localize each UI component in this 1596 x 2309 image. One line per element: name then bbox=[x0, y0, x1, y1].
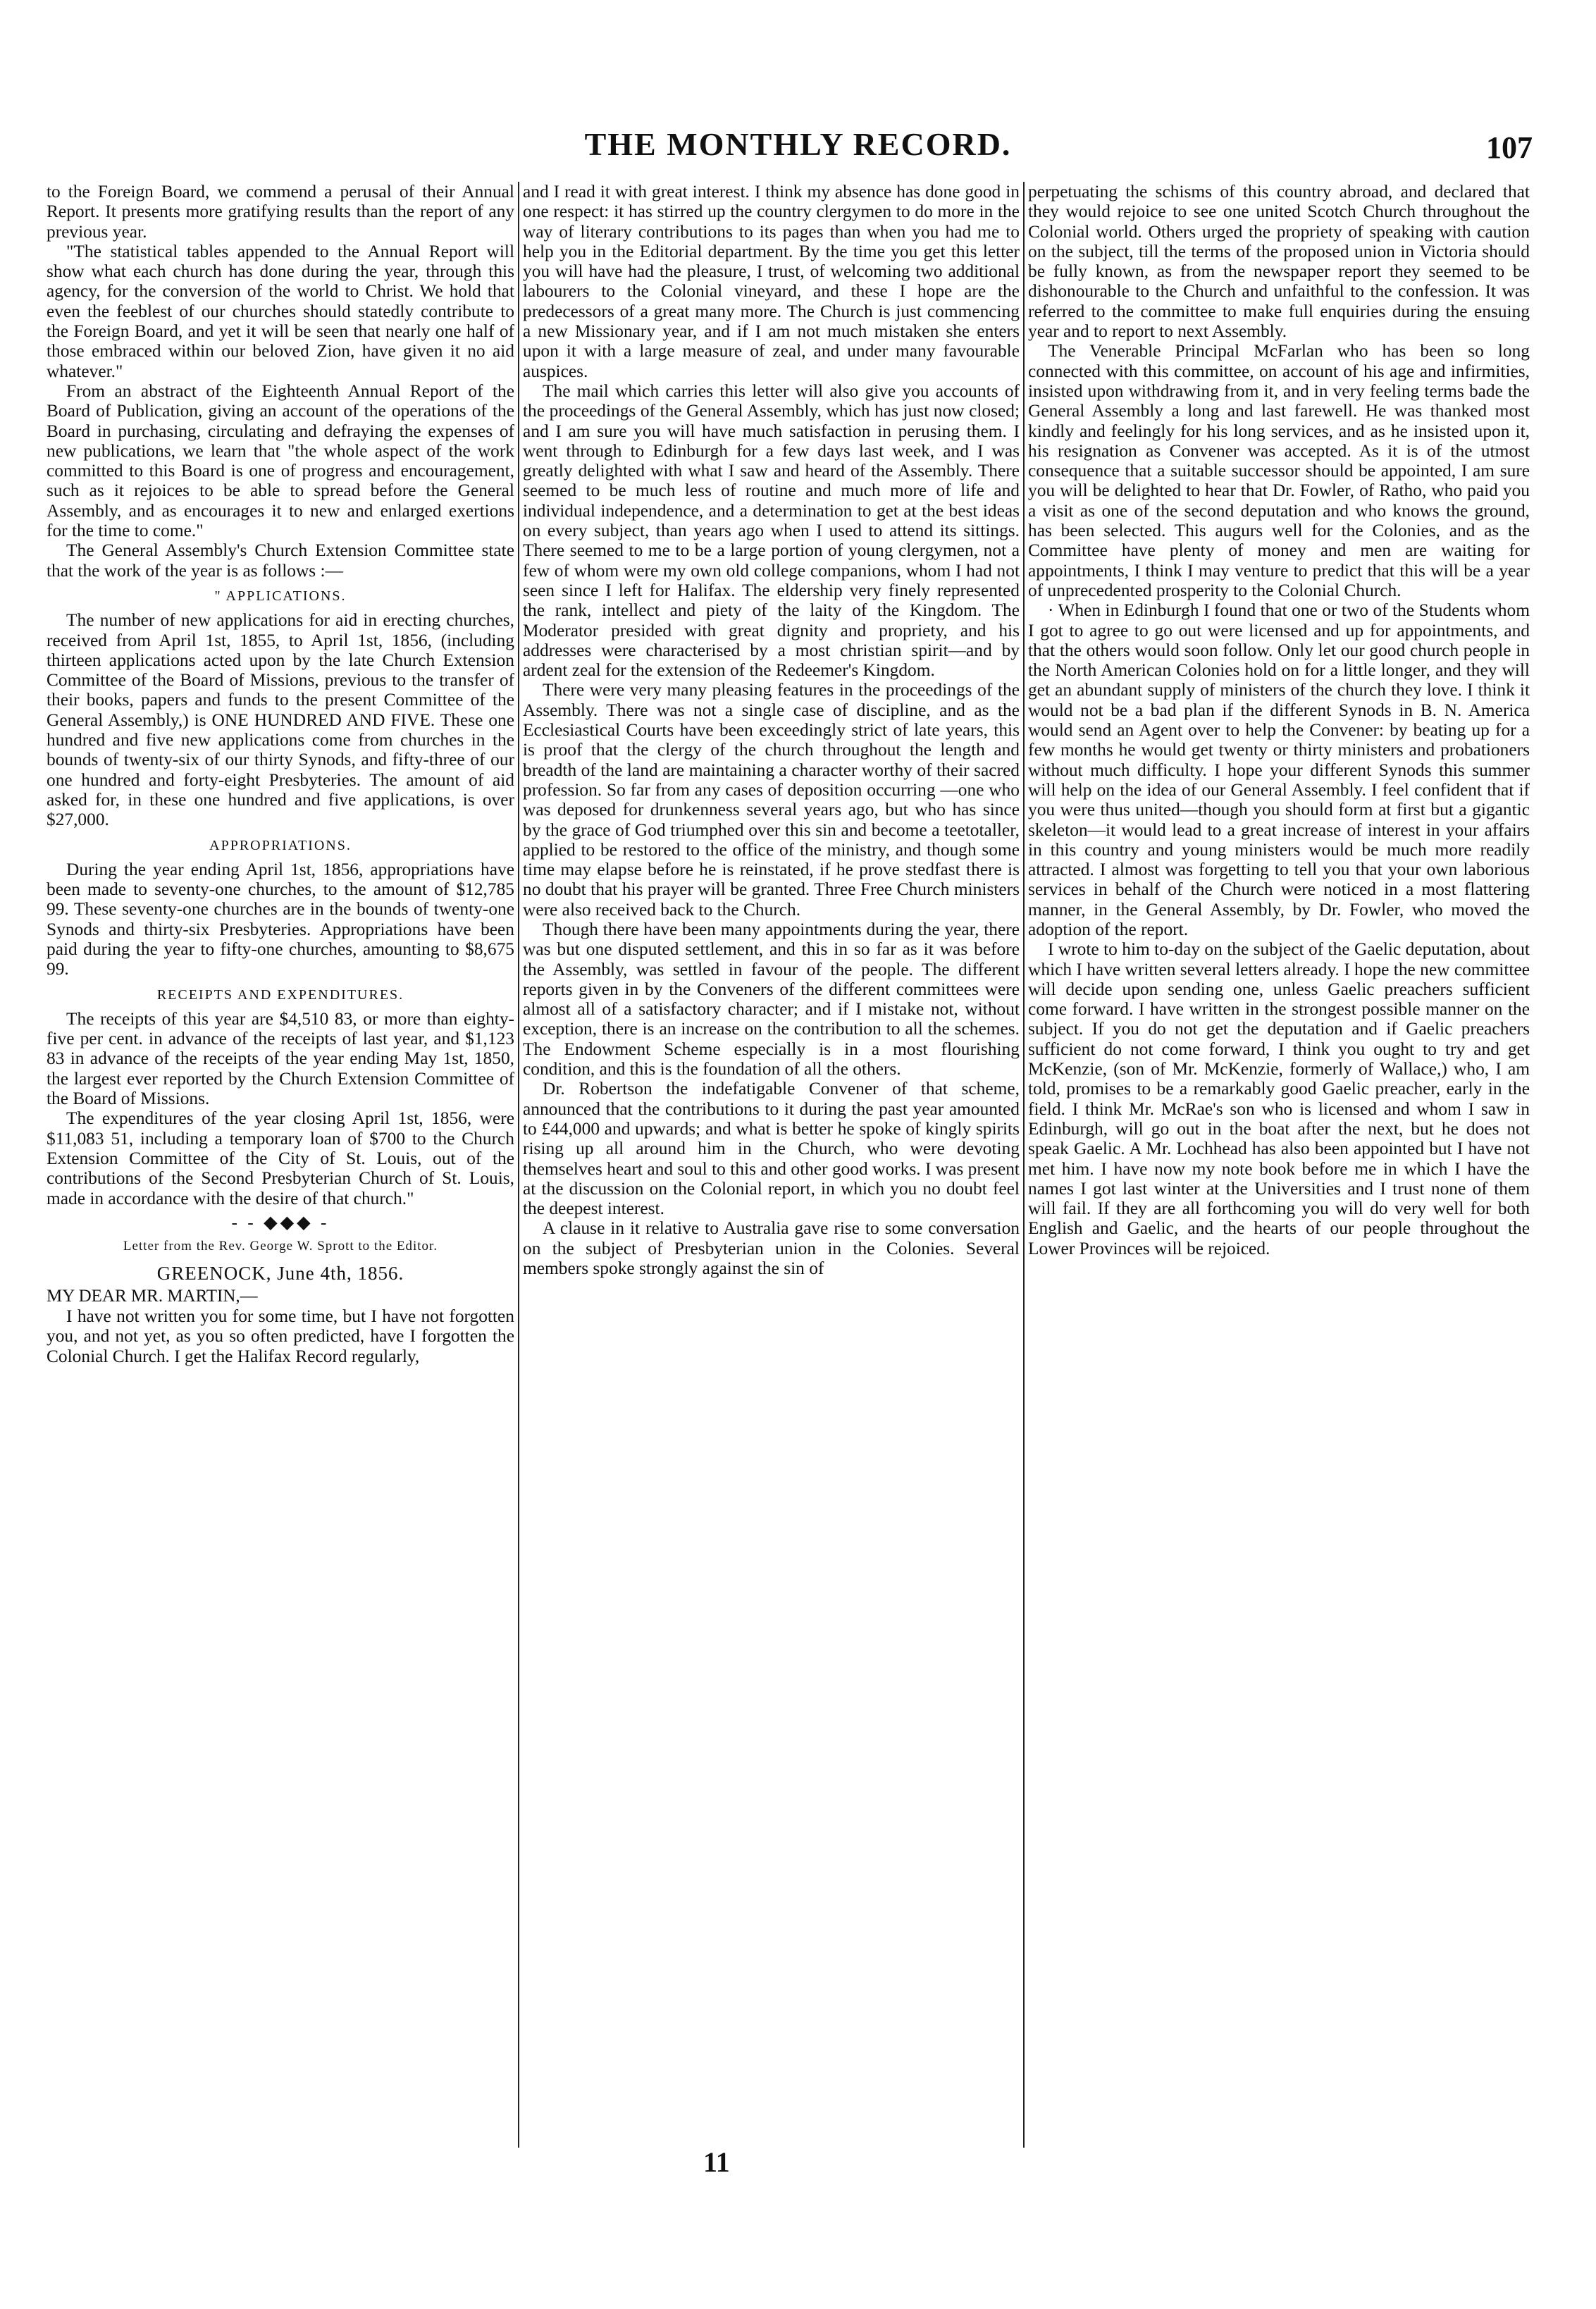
paragraph: · When in Edinburgh I found that one or two of the Students whom I got to agree to go out were licensed and up for appointments, and that the others would soon follow. Only let our good church people in the North American Colonies hold on for a little longer, and they will get an abundant supply of ministers of the church they love. I think it would not be a bad plan if the different Synods in B. N. America would send an Agent over to help the Convener: by beating up for a few months he would get twenty or thirty ministers and probationers without much difficulty. I hope your different Synods this summer will help on the idea of our General Assembly. I feel confident that if you were thus united—though you should form at first but a gigantic skeleton—it would lead to a great increase of interest in your affairs in this country and young ministers would be much more readily attracted. I almost was forgetting to tell you that your own laborious services in behalf of the Church were noticed in a most flattering manner, in the General Assembly, by Dr. Fowler, who moved the adoption of the report. bbox=[1028, 600, 1530, 939]
paragraph: The mail which carries this letter will also give you accounts of the proceedings of the General Assembly, which has just now closed; and I am sure you will have much satisfaction in perusing them. I went through to Edinburgh for a few days last week, and I was greatly delighted with what I saw and heard of the Assembly. There seemed to be much less of routine and much more of life and individual independence, and a determination to get at the best ideas on every subject, than years ago when I used to attend its sittings. There seemed to me to be a large portion of young clergymen, not a few of whom were my own old college companions, whom I had not seen since I left for Halifax. The eldership very finely represented the rank, intellect and piety of the laity of the Kingdom. The Moderator presided with great dignity and propriety, and his addresses were characterised by a most christian spirit—and by ardent zeal for the extension of the Redeemer's Kingdom. bbox=[523, 380, 1020, 681]
paragraph: From an abstract of the Eighteenth Annual Report of the Board of Publication, giving an account of the operations of the Board in purchasing, circulating and defraying the expenses of new publications, we learn that "the whole aspect of the work committed to this Board is one of progress and encouragement, such as it rejoices to be able to spread before the General Assembly, and as encourages it to new and enlarged exertions for the time to come." bbox=[47, 380, 514, 541]
signature-mark: 11 bbox=[703, 2146, 730, 2178]
paragraph: There were very many pleasing features in the proceedings of the Assembly. There was not a single case of discipline, and as the Ecclesiastical Courts have been exceedingly strict of late years, this is proof that the clergy of the church throughout the length and breadth of the land are maintaining a character worthy of their sacred profession. So far from any cases of deposition occurring —one who was deposed for drunkenness several years ago, but who has since by the grace of God triumphed over this sin and become a teetotaller, applied to be restored to the office of the ministry, and though some time may elapse before he is reinstated, if he prove stedfast there is no doubt that his prayer will be granted. Three Free Church ministers were also received back to the Church. bbox=[523, 680, 1020, 920]
paragraph: perpetuating the schisms of this country abroad, and declared that they would rejoice to see one united Scotch Church throughout the Colonial world. Others urged the propriety of speaking with caution on the subject, till the terms of the proposed union in Victoria should be fully known, as from the newspaper report they seemed to be dishonourable to the Church and unfaithful to the confession. It was referred to the committee to make full enquiries during the ensuing year and to report to next Assembly. bbox=[1028, 182, 1530, 342]
section-heading: RECEIPTS AND EXPENDITURES. bbox=[156, 986, 404, 1003]
column-divider bbox=[518, 182, 519, 2148]
paragraph: The receipts of this year are $4,510 83, or more than eighty-five per cent. in advance of the receipts of last year, and $1,123 83 in advance of the receipts of the year ending May 1st, 1850, the largest ever reported by the Church Extension Committee of the Board of Missions. bbox=[47, 1008, 514, 1109]
salutation: MY DEAR MR. MARTIN,— bbox=[47, 1286, 258, 1306]
paragraph: and I read it with great interest. I think my absence has done good in one respect: it has stirred up the country clergymen to do more in the way of literary contributions to its pages than when you had me to help you in the Editorial department. By the time you get this letter you will have had the pleasure, I trust, of welcoming two additional labourers to the Colonial vineyard, and these I hope are the predecessors of a great many more. The Church is just commencing a new Missionary year, and if I am not much mistaken she enters upon it with a large measure of zeal, and under many favourable auspices. bbox=[523, 182, 1020, 381]
paragraph: to the Foreign Board, we commend a perusal of their Annual Report. It presents more gratifying results than the report of any previous year. bbox=[47, 182, 514, 242]
text-column-3 bbox=[1028, 182, 1530, 2155]
dateline: GREENOCK, June 4th, 1856. bbox=[156, 1263, 404, 1285]
letter-heading: Letter from the Rev. George W. Sprott to the Editor. bbox=[123, 1239, 438, 1254]
paragraph: During the year ending April 1st, 1856, appropriations have been made to seventy-one churches, to the amount of $12,785 99. These seventy-one churches are in the bounds of twenty-one Synods and thirty-six Presbyteries. Appropriations have been paid during the year to fifty-one churches, amounting to $8,675 99. bbox=[47, 859, 514, 979]
section-heading: APPROPRIATIONS. bbox=[209, 837, 352, 853]
paragraph: "The statistical tables appended to the Annual Report will show what each church has done during the year, through this agency, for the conversion of the world to Christ. We hold that even the feeblest of our churches should statedly contribute to the Foreign Board, and yet it will be seen that nearly one half of those embraced within our beloved Zion, have given it no aid whatever." bbox=[47, 241, 514, 381]
paragraph: Dr. Robertson the indefatigable Convener of that scheme, announced that the contributions to it during the past year amounted to £44,000 and upwards; and what is better he spoke of kingly spirits rising up all around him in the Church, who were devoting themselves heart and soul to this and other good works. I was present at the discussion on the Colonial report, in which you no doubt feel the deepest interest. bbox=[523, 1079, 1020, 1219]
paragraph: The Venerable Principal McFarlan who has been so long connected with this committee, on account of his age and infirmities, insisted upon withdrawing from it, and in very feeling terms bade the General Assembly a long and last farewell. He was thanked most kindly and feelingly for his long services, and as he insisted upon it, his resignation as Convener was accepted. As it is of the utmost consequence that a suitable successor should be appointed, I am sure you will be delighted to hear that Dr. Fowler, of Ratho, who paid you a visit as one of the second deputation and who knows the ground, has been selected. This augurs well for the Colonies, and as the Committee have plenty of money and men are waiting for appointments, I think I may venture to predict that this will be a year of unprecedented prosperity to the Colonial Church. bbox=[1028, 341, 1530, 600]
text-column-1 bbox=[47, 182, 514, 2155]
paragraph: I have not written you for some time, but I have not forgotten you, and not yet, as you so often predicted, have I forgotten the Colonial Church. I get the Halifax Record regularly, bbox=[47, 1306, 514, 1366]
paragraph: Though there have been many appointments during the year, there was but one disputed settlement, and this in so far as it was before the Assembly, was settled in favour of the people. The different reports given in by the Conveners of the different committees were almost all of a satisfactory character; and if I mistake not, without exception, there is an increase on the contribution to all the schemes. The Endowment Scheme especially is in a most flourishing condition, and this is the foundation of all the others. bbox=[523, 919, 1020, 1079]
text-column-2 bbox=[523, 182, 1020, 2155]
paragraph: The expenditures of the year closing April 1st, 1856, were $11,083 51, including a temporary loan of $700 to the Church Extension Committee of the City of St. Louis, out of the contributions of the Second Presbyterian Church of St. Louis, made in accordance with the desire of that church." bbox=[47, 1108, 514, 1208]
running-title: THE MONTHLY RECORD. bbox=[584, 126, 1012, 162]
paragraph: The General Assembly's Church Extension Committee state that the work of the year is as follows :— bbox=[47, 540, 514, 581]
section-heading: " APPLICATIONS. bbox=[214, 588, 347, 604]
column-divider bbox=[1023, 182, 1025, 2148]
ornamental-divider: - - ◆◆◆ - bbox=[231, 1212, 330, 1232]
paragraph: The number of new applications for aid in erecting churches, received from April 1st, 1855, to April 1st, 1856, (including thirteen applications acted upon by the late Church Extension Committee of the Board of Missions, previous to the transfer of their books, papers and funds to the present Committee of the General Assembly,) is ONE HUNDRED AND FIVE. These one hundred and five new applications come from churches in the bounds of twenty-six of our thirty Synods, and fifty-three of our one hundred and forty-eight Presbyteries. The amount of aid asked for, in these one hundred and five applications, is over $27,000. bbox=[47, 610, 514, 830]
page-number: 107 bbox=[1486, 130, 1533, 165]
paragraph: I wrote to him to-day on the subject of the Gaelic deputation, about which I have written several letters already. I hope the new committee will decide upon sending one, unless Gaelic preachers sufficient come forward. I have written in the strongest possible manner on the subject. If you do not get the deputation and if Gaelic preachers sufficient do not come forward, I think you ought to try and get McKenzie, (son of Mr. McKenzie, formerly of Wallace,) who, I am told, promises to be a remarkably good Gaelic preacher, early in the field. I think Mr. McRae's son who is licensed and whom I saw in Edinburgh, will go out in the boat after the next, but he does not speak Gaelic. A Mr. Lochhead has also been appointed but I have not met him. I have now my note book before me in which I have the names I got last winter at the Universities and I trust none of them will fail. If they are all forthcoming you will do very well for both English and Gaelic, and the hearts of our people throughout the Lower Provinces will be rejoiced. bbox=[1028, 939, 1530, 1258]
paragraph: A clause in it relative to Australia gave rise to some conversation on the subject of Presbyterian union in the Colonies. Several members spoke strongly against the sin of bbox=[523, 1218, 1020, 1279]
